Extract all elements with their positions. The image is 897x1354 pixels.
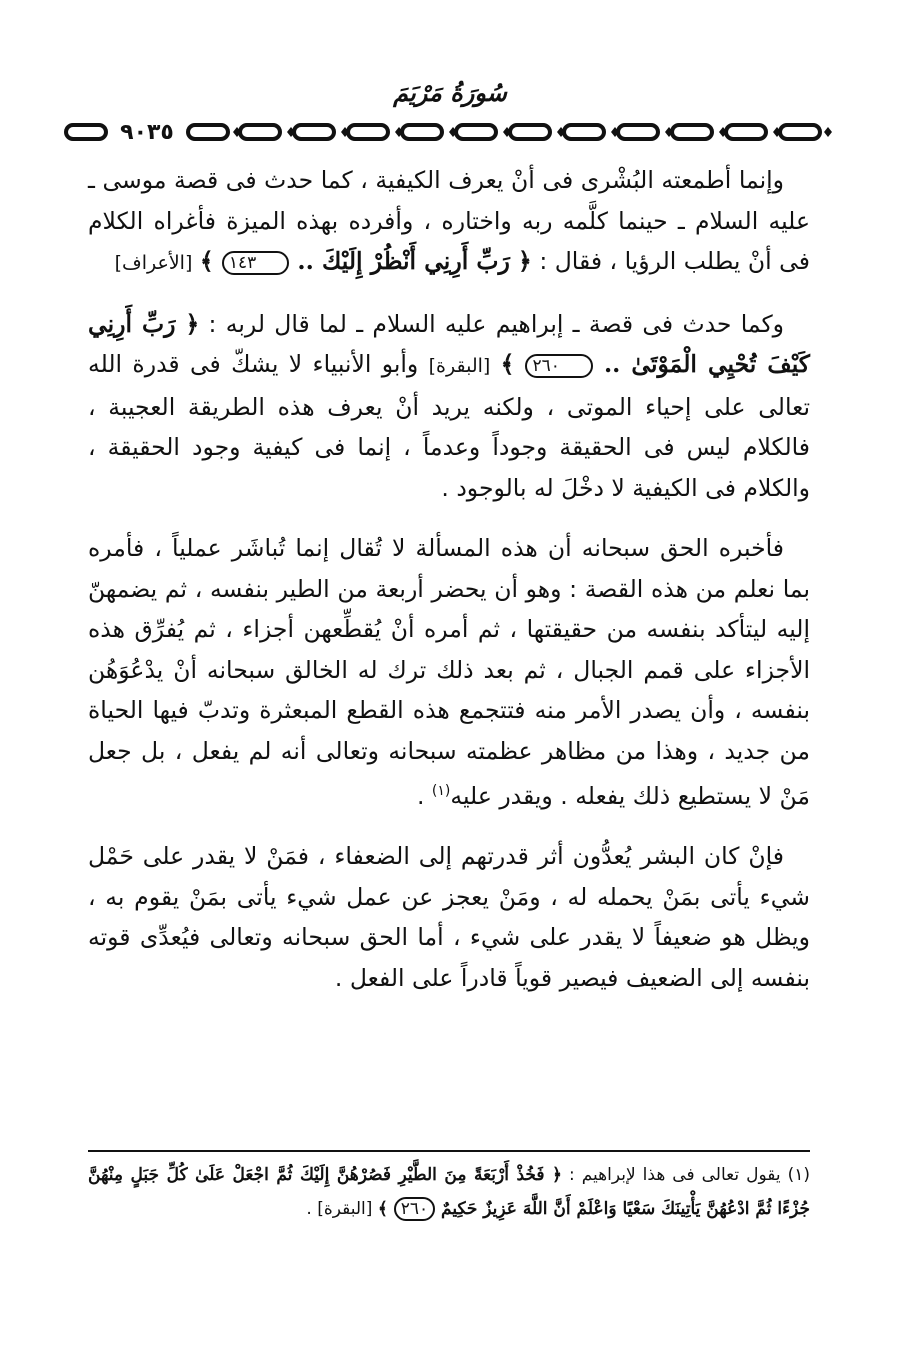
quran-verse: ﴿ رَبِّ أَرِنِي أَنْظُرْ إِلَيْكَ .. [289, 247, 532, 275]
paragraph-text: فإنْ كان البشر يُعدُّون أثر قدرتهم إلى الضعفاء ، فمَنْ لا يقدر على حَمْل شيء يأتى بمَنْ يحمله له ، ومَنْ يعجز عن عمل شيء يأتى بمَنْ يقوم به ، ويظل هو ضعيفاً لا يقدر على شيء ، أما الحق سبحانه وتعالى فيُعدِّى قوته بنفسه إلى الضعيف فيصير قوياً قادراً على الفعل . [88, 842, 810, 992]
paragraph-text: فأخبره الحق سبحانه أن هذه المسألة لا تُقال إنما تُباشَر عملياً ، فأمره بما نعلم من هذه القصة : وهو أن يحضر أربعة من الطير بنفسه ، ثم يضمهنّ إليه ليتأكد بنفسه من حقيقتها ، ثم أمره أنْ يُقطِّعهن أجزاء ، ثم يُفرِّق هذه الأجزاء على قمم الجبال ، ثم بعد ذلك ترك له الخالق سبحانه أنْ يدْعُوَهُن بنفسه ، وأن يصدر الأمر منه فتتجمع هذه القطع المبعثرة وتدبّ فيها الحياة من جديد ، وهذا من مظاهر عظمته سبحانه وتعالى أنه لم يفعل ، بل جعل مَنْ لا يستطيع ذلك يفعله . ويقدر عليه [88, 534, 810, 810]
ayah-number-badge: ٢٦٠ [394, 1197, 435, 1221]
footnote-marker: (١) [431, 783, 451, 799]
footnote-verse: ﴿ فَخُذْ أَرْبَعَةً مِنَ الطَّيْرِ فَصُرْهُنَّ إِلَيْكَ ثُمَّ اجْعَلْ عَلَىٰ كُلِّ جَبَلٍ مِنْهُنَّ جُزْءًا ثُمَّ ادْعُهُنَّ يَأْتِينَكَ سَعْيًا وَاعْلَمْ أَنَّ اللَّهَ عَزِيزٌ حَكِيمٌ [88, 1165, 810, 1219]
surah-title: سُورَةُ مَرْيَمَ [393, 77, 507, 107]
paragraph [88, 160, 810, 284]
verse-close-bracket: ﴾ [377, 1199, 394, 1219]
footnote-intro: يقول تعالى فى هذا لإبراهيم : [569, 1165, 781, 1185]
paragraph: فأخبره الحق سبحانه أن هذه المسألة لا تُقال إنما تُباشَر عملياً ، فأمره بما نعلم من هذه القصة : وهو أن يحضر أربعة من الطير بنفسه ، ثم يضمهنّ إليه ليتأكد بنفسه من حقيقتها ، ثم أمره أنْ يُقطِّعهن أجزاء ، ثم يُفرِّق هذه الأجزاء على قمم الجبال ، ثم بعد ذلك ترك له الخالق سبحانه أنْ يدْعُوَهُن بنفسه ، وأن يصدر الأمر منه فتتجمع هذه القطع المبعثرة وتدبّ فيها الحياة من جديد ، وهذا من مظاهر عظمته سبحانه وتعالى أنه لم يفعل ، بل جعل مَنْ لا يستطيع ذلك يفعله . ويقدر عليه$^{(١)}$ . [88, 534, 810, 810]
quran-verse: ﴿ رَبِّ أَرِنِي كَيْفَ تُحْيِي الْمَوْتَىٰ .. [88, 309, 810, 378]
surah-reference: [البقرة] [428, 355, 491, 377]
paragraph [88, 836, 810, 998]
footnote-number: (١) [787, 1165, 810, 1185]
paragraph-text: وكما حدث فى قصة ـ إبراهيم عليه السلام ـ لما قال لربه : [208, 309, 784, 338]
paragraph-text: وإنما أطمعته البُشْرى فى أنْ يعرف الكيفية ، كما حدث فى قصة موسى ـ عليه السلام ـ حينما كلَّمه ربه واختاره ، وأفرده بهذه الميزة فأغراه الكلام فى أنْ يطلب الرؤيا ، فقال : [88, 166, 810, 275]
surah-reference: [البقرة] . [306, 1199, 373, 1219]
verse-close-bracket: ﴾ [500, 350, 526, 378]
surah-reference: [الأعراف] [114, 252, 193, 274]
footnote [88, 1158, 810, 1226]
page-number: ٩٠٣٥ [108, 117, 186, 147]
paragraph [88, 304, 810, 509]
footnote-divider [88, 1150, 810, 1152]
paragraph-text: وأبو الأنبياء لا يشكّ فى قدرة الله تعالى على إحياء الموتى ، ولكنه يريد أنْ يعرف هذه الطريقة العجيبة ، فالكلام ليس فى الحقيقة وجوداً وعدماً ، إنما فى كيفية وجود الحقيقة ، والكلام فى الكيفية لا دخْلَ له بالوجود . [88, 350, 810, 502]
verse-close-bracket: ﴾ [199, 247, 222, 275]
ayah-number-badge: ٢٦٠ [525, 354, 592, 378]
ayah-number-badge: ١٤٣ [222, 251, 289, 275]
main-text [88, 160, 810, 998]
